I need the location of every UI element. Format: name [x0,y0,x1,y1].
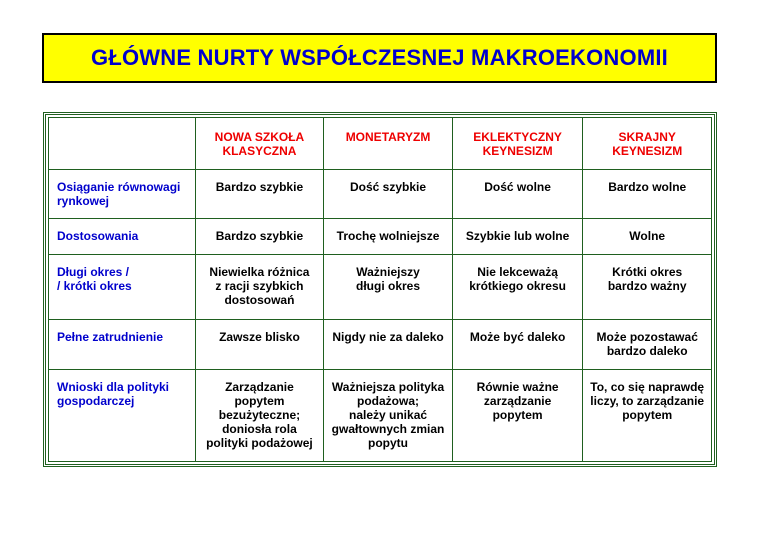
table-row [49,319,712,369]
table-cell: Wolne [583,219,712,255]
table-cell: Zawsze blisko [195,319,324,369]
table-cell: Nigdy nie za daleko [324,319,453,369]
table-row [49,170,712,219]
column-header: EKLEKTYCZNY KEYNESIZM [452,118,583,170]
table-cell: Niewielka różnica z racji szybkich dostosowań [195,255,324,319]
comparison-table [48,117,712,462]
row-header: Długi okres / / krótki okres [49,255,196,319]
row-header: Osiąganie równowagi rynkowej [49,170,196,219]
table-cell: To, co się naprawdę liczy, to zarządzanie popytem [583,369,712,461]
table-cell: Równie ważne zarządzanie popytem [452,369,583,461]
table-row [49,219,712,255]
column-header: SKRAJNY KEYNESIZM [583,118,712,170]
column-header: MONETARYZM [324,118,453,170]
row-header: Wnioski dla polityki gospodarczej [49,369,196,461]
table-cell: Trochę wolniejsze [324,219,453,255]
table-header-row [49,118,712,170]
empty-corner-cell [49,118,196,170]
table-cell: Nie lekceważą krótkiego okresu [452,255,583,319]
row-header: Dostosowania [49,219,196,255]
column-header: NOWA SZKOŁA KLASYCZNA [195,118,324,170]
table-row [49,255,712,319]
title-banner [42,33,717,83]
table-cell: Ważniejsza polityka podażowa; należy unikać gwałtownych zmian popytu [324,369,453,461]
table-cell: Dość wolne [452,170,583,219]
table-cell: Może pozostawać bardzo daleko [583,319,712,369]
row-header: Pełne zatrudnienie [49,319,196,369]
table-cell: Szybkie lub wolne [452,219,583,255]
page-title: GŁÓWNE NURTY WSPÓŁCZESNEJ MAKROEKONOMII [91,45,668,70]
table-cell: Bardzo wolne [583,170,712,219]
table-cell: Dość szybkie [324,170,453,219]
table-cell: Bardzo szybkie [195,170,324,219]
comparison-table-frame [43,112,717,467]
table-cell: Zarządzanie popytem bezużyteczne; doniosła rola polityki podażowej [195,369,324,461]
table-row [49,369,712,461]
table-cell: Bardzo szybkie [195,219,324,255]
table-cell: Krótki okres bardzo ważny [583,255,712,319]
table-cell: Może być daleko [452,319,583,369]
table-cell: Ważniejszy długi okres [324,255,453,319]
